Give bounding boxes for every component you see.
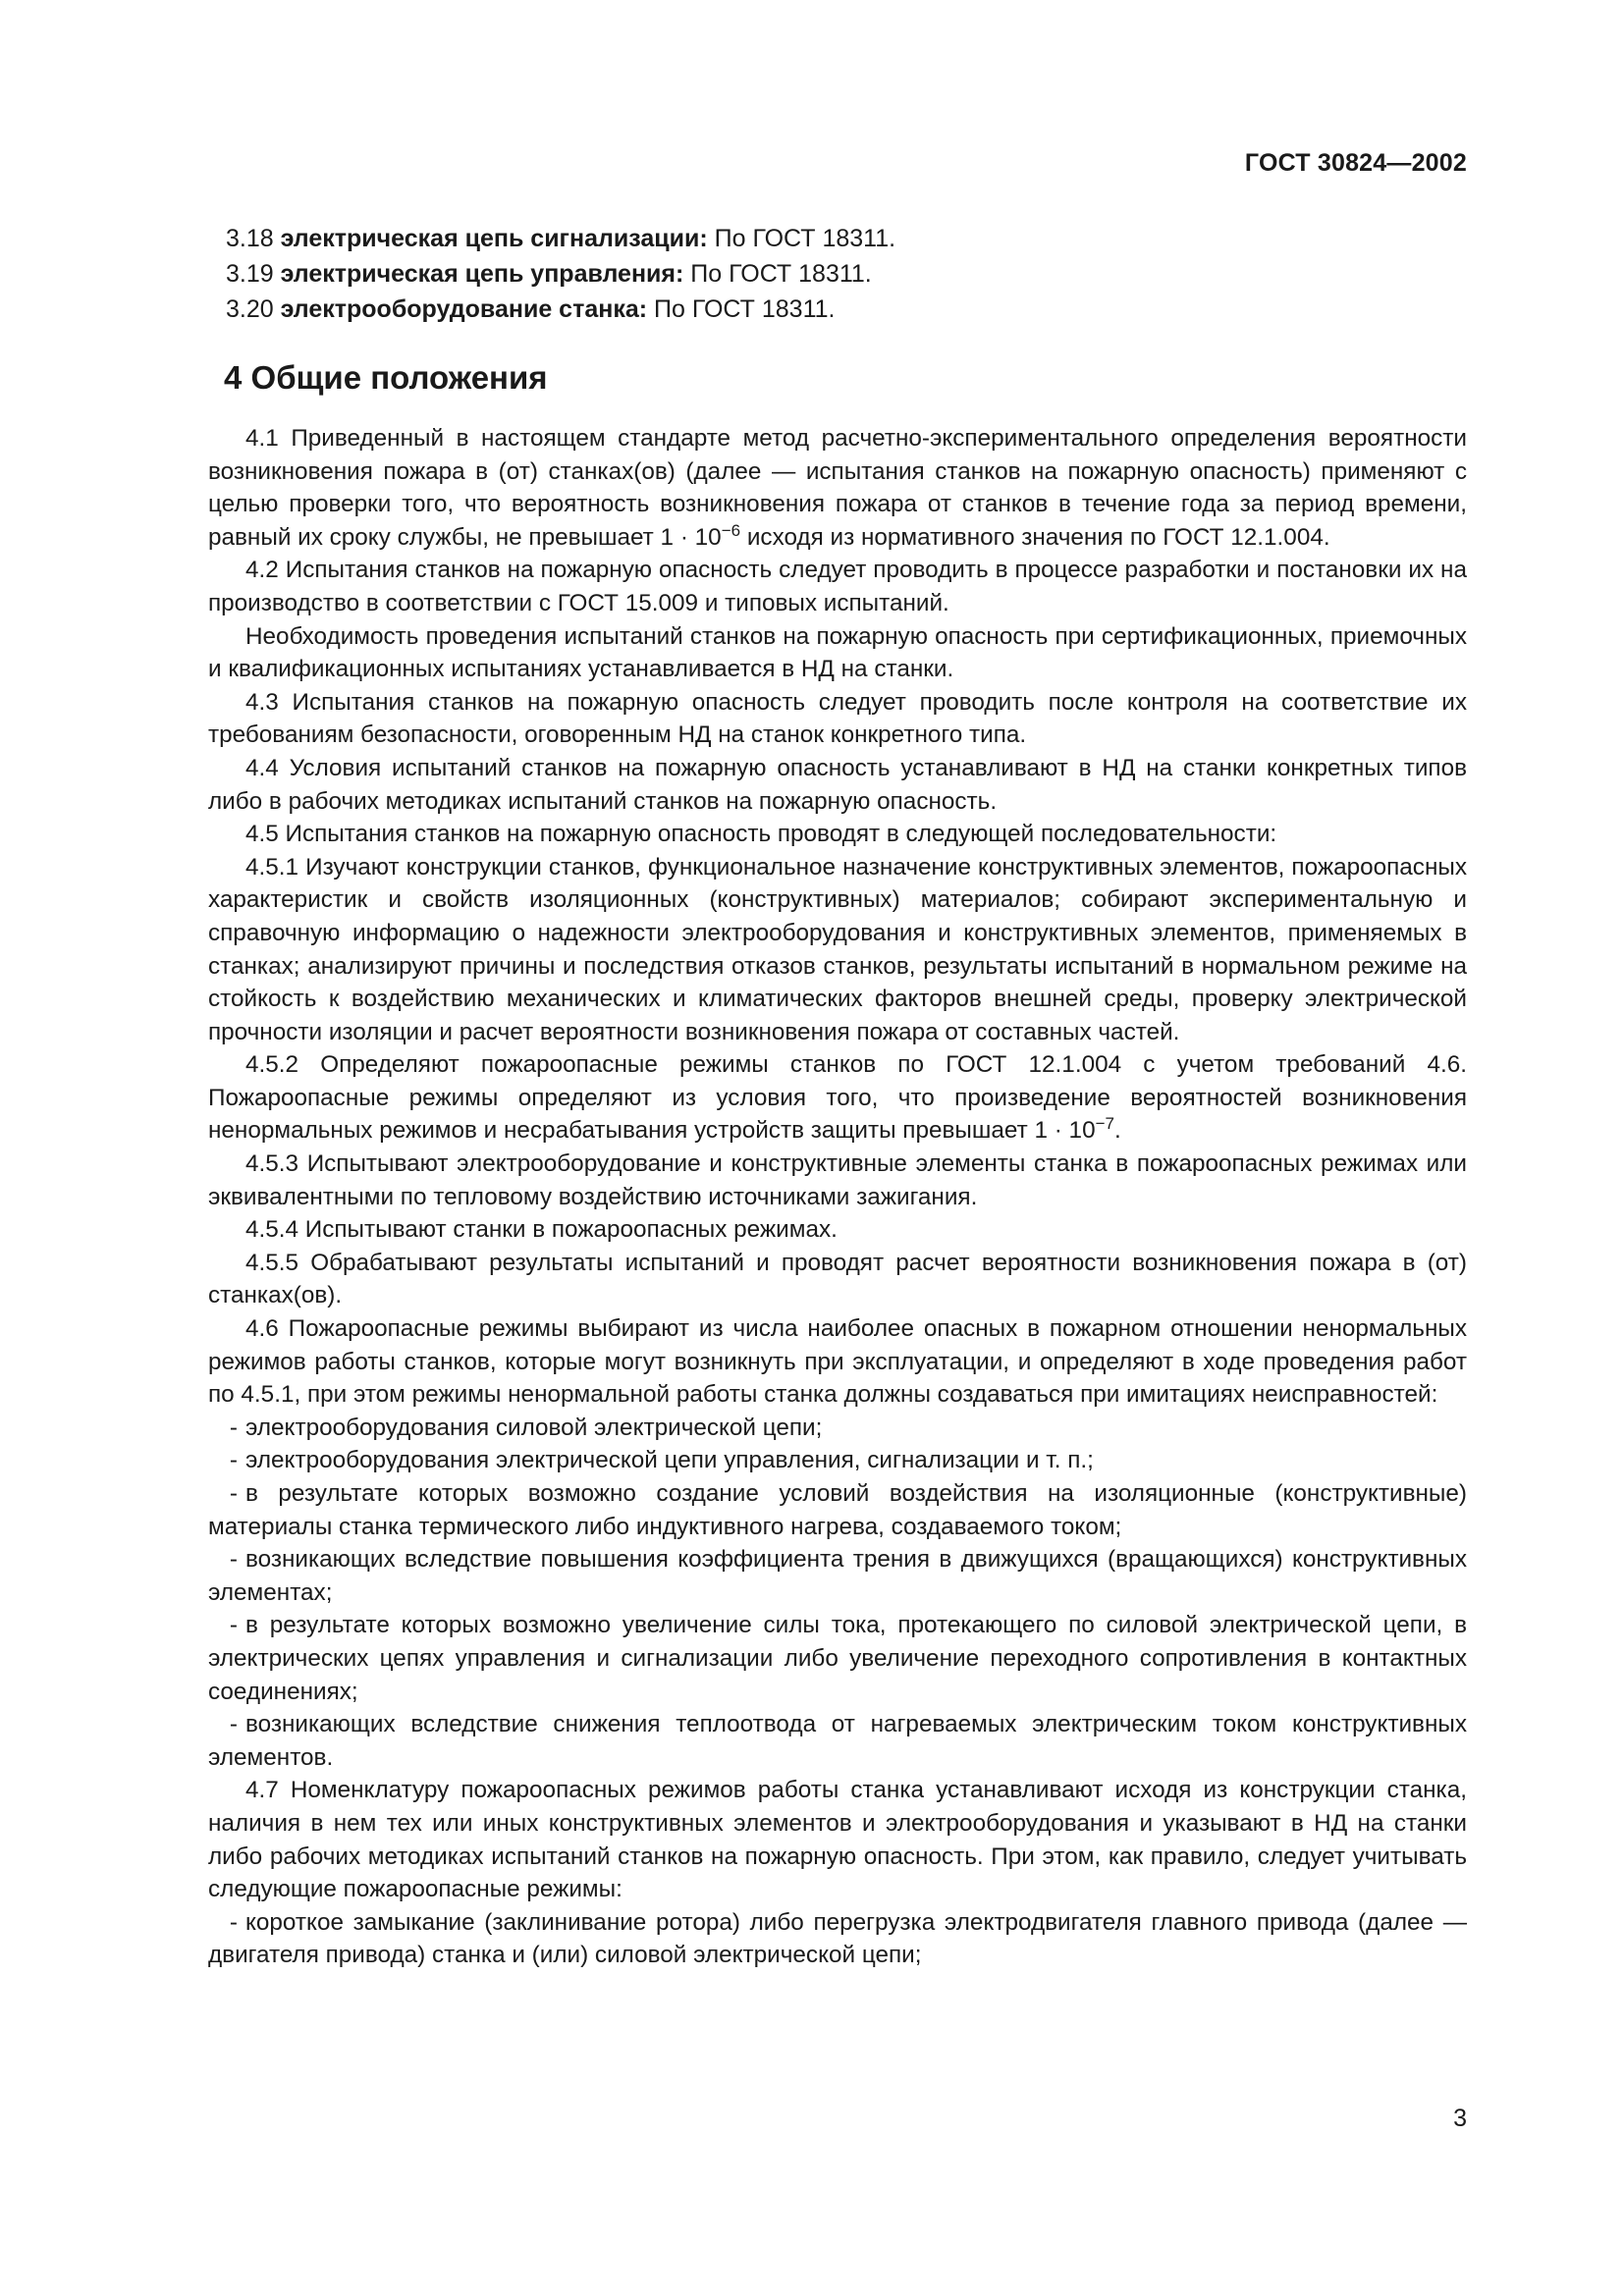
document-code-header: ГОСТ 30824—2002 <box>1244 149 1467 177</box>
list-item: - в результате которых возможно увеличение силы тока, протекающего по силовой электрической цепи, в электрических цепях управления и сигнализации либо увеличение переходного сопротивления в контактных соединениях; <box>208 1612 1467 1705</box>
paragraph-4-5-3: 4.5.3 Испытывают электрооборудование и конструктивные элементы станка в пожароопасных режимах или эквивалентными по тепловому воздействию источниками зажигания. <box>208 1150 1467 1210</box>
definition-term: электрическая цепь сигнализации: <box>280 225 708 252</box>
page-number: 3 <box>1453 2105 1467 2132</box>
paragraph-4-5-4: 4.5.4 Испытывают станки в пожароопасных режимах. <box>245 1216 838 1244</box>
list-item: - возникающих вследствие повышения коэффициента трения в движущихся (вращающихся) конструктивных элементах; <box>208 1546 1467 1606</box>
definition-item <box>208 256 1467 292</box>
definition-text: По ГОСТ 18311. <box>714 225 896 252</box>
paragraph-4-5-2: 4.5.2 Определяют пожароопасные режимы станков по ГОСТ 12.1.004 с учетом требований 4.6. Пожароопасные режимы определяют из условия того, что произведение вероятностей возникновения ненормальных режимов и несрабатывания устройств защиты превышает $1 \cdot 10^{-7}$. <box>208 1051 1467 1145</box>
section-title: 4 Общие положения <box>224 359 548 396</box>
definition-item <box>208 292 1467 327</box>
definition-number: 3.20 <box>226 295 274 323</box>
list-item: - электрооборудования силовой электрической цепи; <box>229 1414 823 1441</box>
page-content <box>208 221 1467 1972</box>
definitions-list <box>208 221 1467 327</box>
paragraph-4-5: 4.5 Испытания станков на пожарную опасность проводят в следующей последовательности: <box>245 821 1277 848</box>
definition-term: электрическая цепь управления: <box>280 260 684 288</box>
list-item: - в результате которых возможно создание условий воздействия на изоляционные (конструктивные) материалы станка термического либо индуктивного нагрева, создаваемого током; <box>208 1480 1467 1540</box>
list-item: - электрооборудования электрической цепи управления, сигнализации и т. п.; <box>229 1447 1094 1474</box>
paragraph-4-3: 4.3 Испытания станков на пожарную опасность следует проводить после контроля на соответствие их требованиям безопасности, оговоренным НД на станок конкретного типа. <box>208 688 1467 749</box>
paragraph-4-5-5: 4.5.5 Обрабатывают результаты испытаний и проводят расчет вероятности возникновения пожара в (от) станках(ов). <box>208 1249 1467 1309</box>
definition-text: По ГОСТ 18311. <box>654 295 836 323</box>
paragraph-4-7: 4.7 Номенклатуру пожароопасных режимов работы станка устанавливают исходя из конструкции станка, наличия в нем тех или иных конструктивных элементов и электрооборудования и указывают в НД на станки либо рабочих методиках испытаний станков на пожарную опасность. При этом, как правило, следует учитывать следующие пожароопасные режимы: <box>208 1777 1467 1903</box>
definition-item <box>208 221 1467 256</box>
paragraph-4-2-continued: Необходимость проведения испытаний станков на пожарную опасность при сертификационных, приемочных и квалификационных испытаниях устанавливается в НД на станки. <box>208 622 1467 683</box>
definition-number: 3.19 <box>226 260 274 288</box>
paragraph-4-4: 4.4 Условия испытаний станков на пожарную опасность устанавливают в НД на станки конкретных типов либо в рабочих методиках испытаний станков на пожарную опасность. <box>208 754 1467 815</box>
list-item: - короткое замыкание (заклинивание ротора) либо перегрузка электродвигателя главного привода (далее — двигателя привода) станка и (или) силовой электрической цепи; <box>208 1908 1467 1969</box>
paragraph-4-6: 4.6 Пожароопасные режимы выбирают из числа наиболее опасных в пожарном отношении ненормальных режимов работы станков, которые могут возникнуть при эксплуатации, и определяют в ходе проведения работ по 4.5.1, при этом режимы ненормальной работы станка должны создаваться при имитациях неисправностей: <box>208 1315 1467 1409</box>
list-item: - возникающих вследствие снижения теплоотвода от нагреваемых электрическим током конструктивных элементов. <box>208 1711 1467 1771</box>
paragraph-4-1: 4.1 Приведенный в настоящем стандарте метод расчетно-экспериментального определения вероятности возникновения пожара в (от) станках(ов) (далее — испытания станков на пожарную опасность) применяют с целью проверки того, что вероятность возникновения пожара от станков в течение года за период времени, равный их сроку службы, не превышает $1 \cdot 10^{-6}$ исходя из нормативного значения по ГОСТ 12.1.004. <box>208 425 1467 551</box>
definition-number: 3.18 <box>226 225 274 252</box>
definition-text: По ГОСТ 18311. <box>690 260 872 288</box>
paragraph-4-2: 4.2 Испытания станков на пожарную опасность следует проводить в процессе разработки и постановки их на производство в соответствии с ГОСТ 15.009 и типовых испытаний. <box>208 557 1467 616</box>
section-body <box>208 422 1467 1972</box>
paragraph-4-5-1: 4.5.1 Изучают конструкции станков, функциональное назначение конструктивных элементов, пожароопасных характеристик и свойств изоляционных (конструктивных) материалов; собирают экспериментальную и справочную информацию о надежности электрооборудования и конструктивных элементов, применяемых в станках; анализируют причины и последствия отказов станков, результаты испытаний в нормальном режиме на стойкость к воздействию механических и климатических факторов внешней среды, проверку электрической прочности изоляции и расчет вероятности возникновения пожара от составных частей. <box>208 853 1467 1045</box>
definition-term: электрооборудование станка: <box>280 295 648 323</box>
